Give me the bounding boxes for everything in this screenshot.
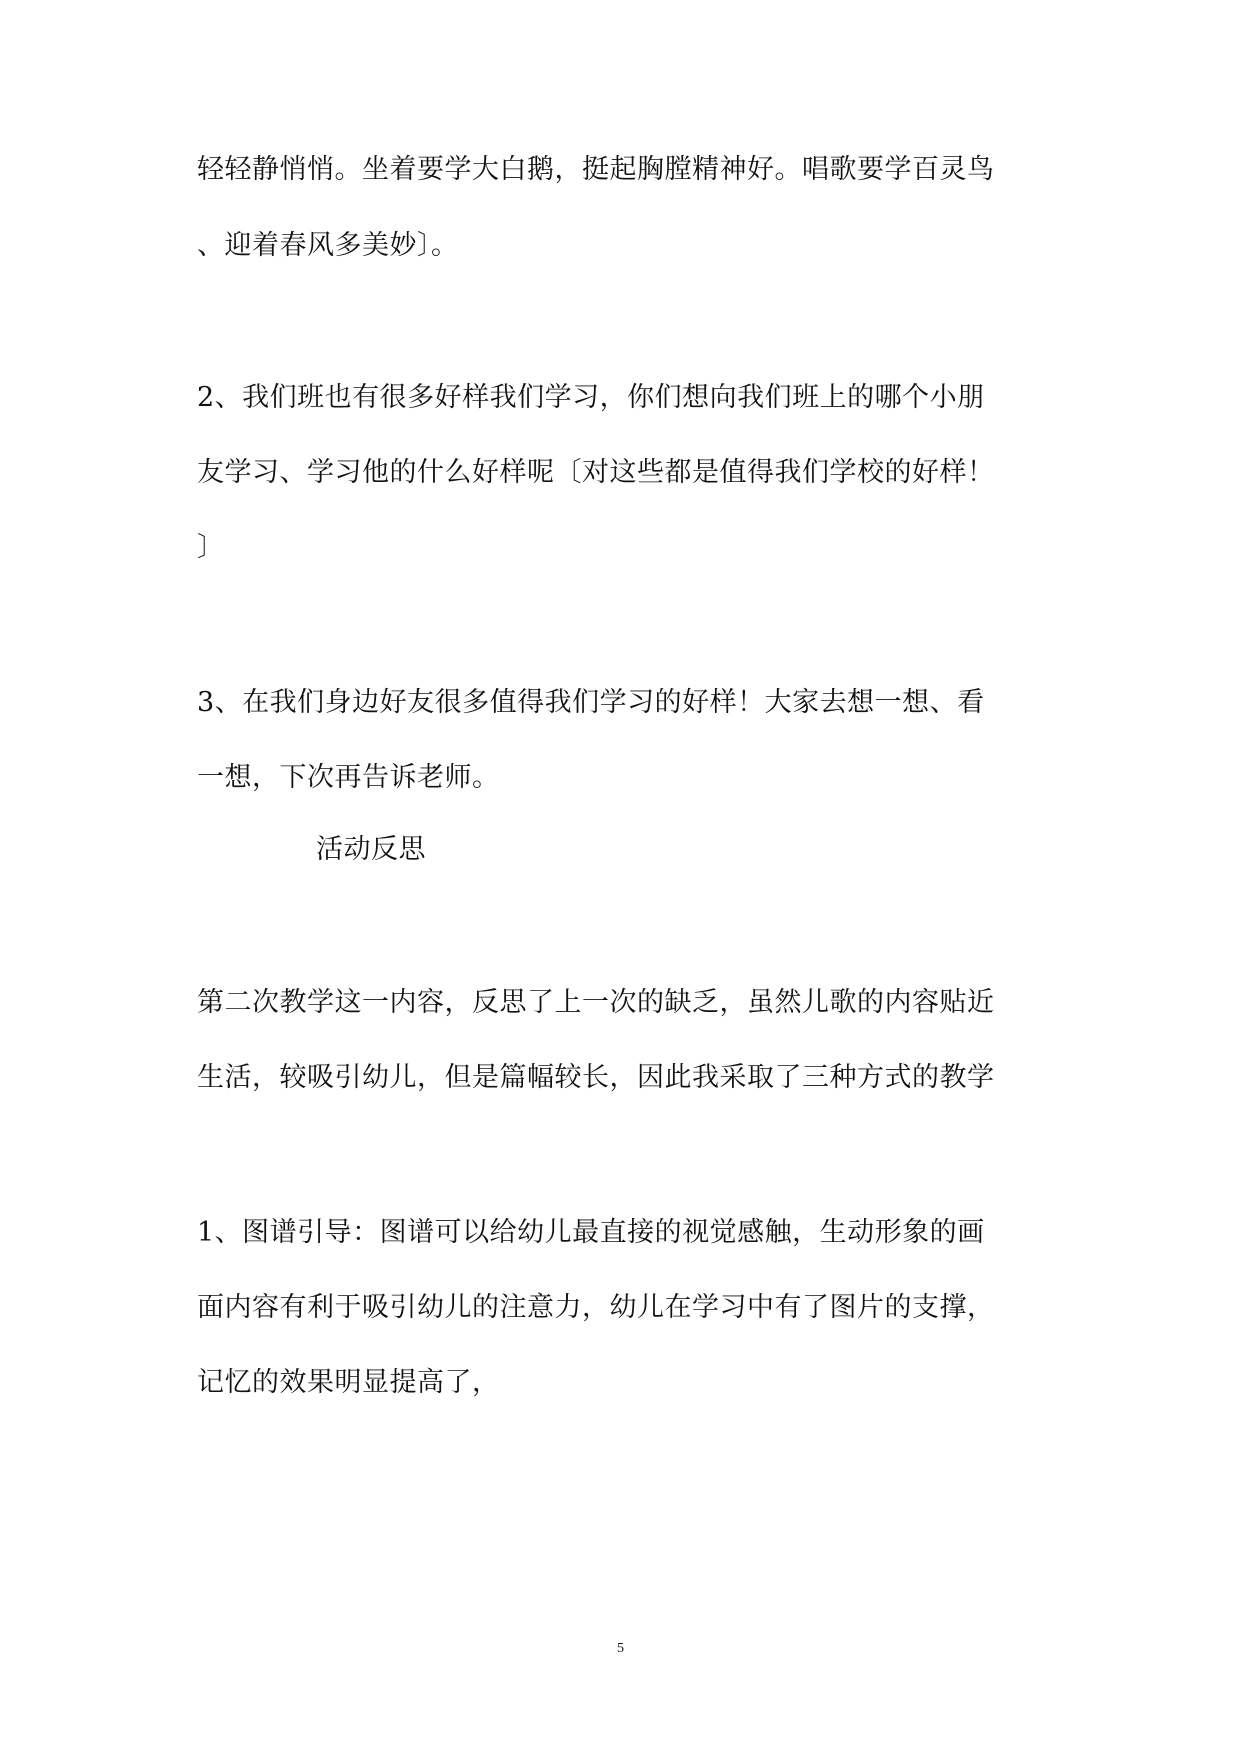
paragraph-line: 一想，下次再告诉老师。 bbox=[197, 762, 500, 793]
page-number: 5 bbox=[617, 1641, 624, 1656]
paragraph-line: 2、我们班也有很多好样我们学习，你们想向我们班上的哪个小朋 bbox=[197, 382, 985, 413]
section-heading: 活动反思 bbox=[316, 834, 426, 865]
paragraph-line: 1、图谱引导：图谱可以给幼儿最直接的视觉感触，生动形象的画 bbox=[197, 1217, 985, 1248]
paragraph-line: 第二次教学这一内容，反思了上一次的缺乏，虽然儿歌的内容贴近 bbox=[197, 987, 995, 1018]
paragraph-line: 友学习、学习他的什么好样呢〔对这些都是值得我们学校的好样！ bbox=[197, 457, 995, 488]
paragraph-line: 3、在我们身边好友很多值得我们学习的好样！大家去想一想、看 bbox=[197, 687, 985, 718]
paragraph-line: 轻轻静悄悄。坐着要学大白鹅，挺起胸膛精神好。唱歌要学百灵鸟 bbox=[197, 154, 995, 185]
paragraph-line: 面内容有利于吸引幼儿的注意力，幼儿在学习中有了图片的支撑， bbox=[197, 1292, 995, 1323]
paragraph-line: 、迎着春风多美妙〕。 bbox=[197, 230, 459, 261]
paragraph-line: 记忆的效果明显提高了， bbox=[197, 1367, 500, 1398]
paragraph-line: 生活，较吸引幼儿，但是篇幅较长，因此我采取了三种方式的教学 bbox=[197, 1062, 995, 1093]
paragraph-line: 〕 bbox=[197, 532, 225, 563]
